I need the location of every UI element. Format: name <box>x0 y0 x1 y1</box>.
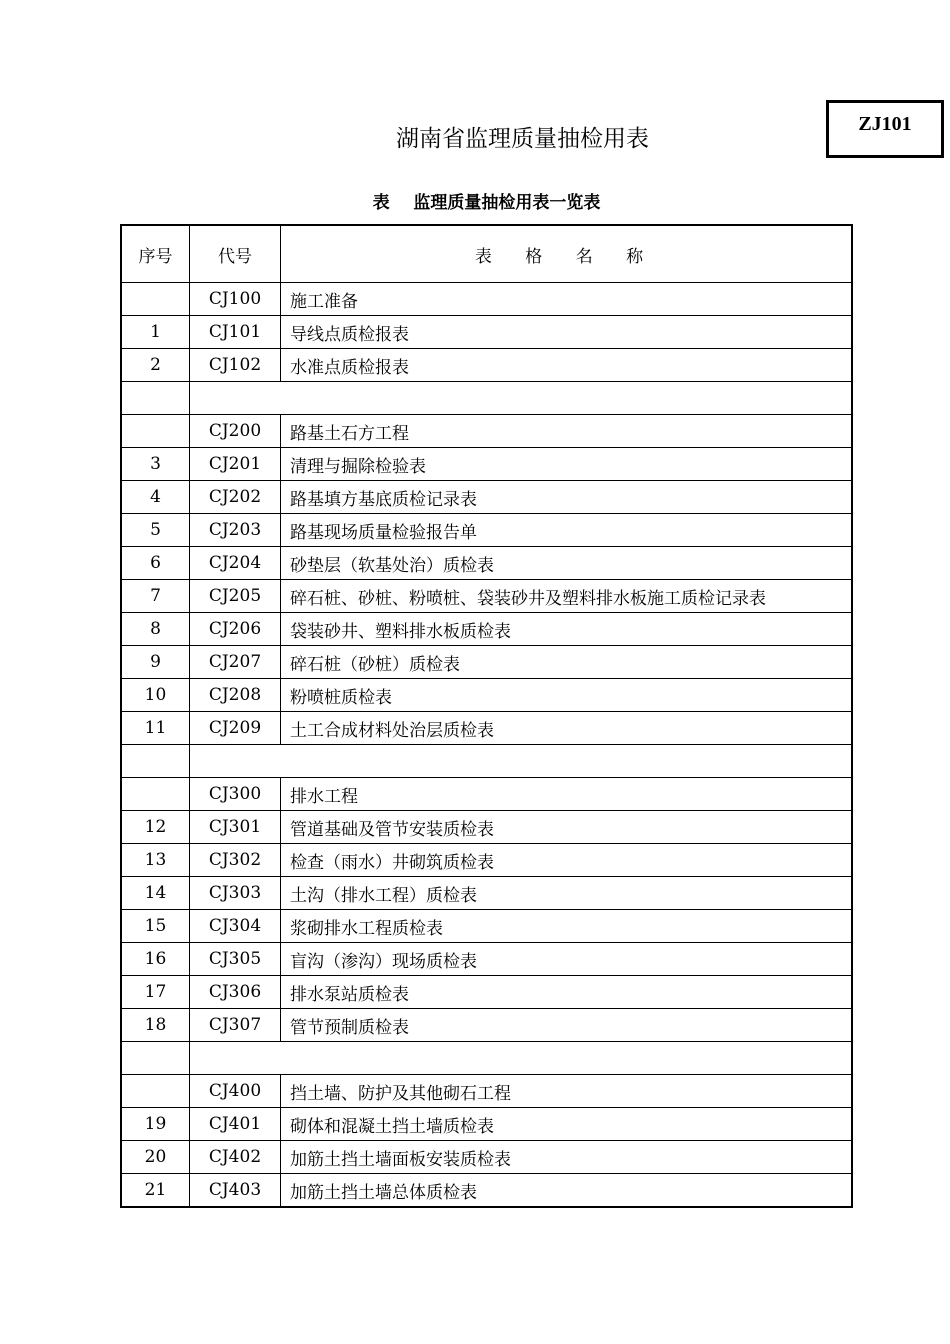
header-form-name: 表 格 名 称 <box>281 225 853 283</box>
serial-no-cell <box>121 283 190 316</box>
table-row <box>121 316 852 349</box>
table-row <box>121 976 852 1009</box>
blank-cell <box>121 382 190 415</box>
form-name-cell: 清理与掘除检验表 <box>281 448 853 481</box>
table-row <box>121 811 852 844</box>
code-cell: CJ202 <box>190 481 281 514</box>
serial-no-cell: 18 <box>121 1009 190 1042</box>
table-row <box>121 1042 852 1075</box>
table-row <box>121 415 852 448</box>
code-cell: CJ208 <box>190 679 281 712</box>
form-name-cell: 粉喷桩质检表 <box>281 679 853 712</box>
serial-no-cell: 12 <box>121 811 190 844</box>
serial-no-cell: 3 <box>121 448 190 481</box>
table-row <box>121 547 852 580</box>
code-cell: CJ101 <box>190 316 281 349</box>
code-cell: CJ203 <box>190 514 281 547</box>
table-row <box>121 679 852 712</box>
table-row <box>121 877 852 910</box>
table-header-row <box>121 225 852 283</box>
form-name-cell: 排水泵站质检表 <box>281 976 853 1009</box>
table-row <box>121 349 852 382</box>
code-cell: CJ209 <box>190 712 281 745</box>
form-name-cell: 路基现场质量检验报告单 <box>281 514 853 547</box>
serial-no-cell: 21 <box>121 1174 190 1208</box>
serial-no-cell: 20 <box>121 1141 190 1174</box>
form-name-cell: 碎石桩（砂桩）质检表 <box>281 646 853 679</box>
document-code: ZJ101 <box>858 113 912 135</box>
serial-no-cell: 11 <box>121 712 190 745</box>
table-row <box>121 844 852 877</box>
header-serial-no: 序号 <box>121 225 190 283</box>
table-row <box>121 1075 852 1108</box>
form-name-cell: 加筋土挡土墙面板安装质检表 <box>281 1141 853 1174</box>
serial-no-cell: 8 <box>121 613 190 646</box>
blank-cell <box>121 745 190 778</box>
form-name-cell: 盲沟（渗沟）现场质检表 <box>281 943 853 976</box>
form-name-cell: 路基土石方工程 <box>281 415 853 448</box>
code-cell: CJ300 <box>190 778 281 811</box>
code-cell: CJ204 <box>190 547 281 580</box>
form-name-cell: 砂垫层（软基处治）质检表 <box>281 547 853 580</box>
table-row <box>121 745 852 778</box>
code-cell: CJ301 <box>190 811 281 844</box>
form-name-cell: 浆砌排水工程质检表 <box>281 910 853 943</box>
code-cell: CJ306 <box>190 976 281 1009</box>
form-name-cell: 土工合成材料处治层质检表 <box>281 712 853 745</box>
code-cell: CJ400 <box>190 1075 281 1108</box>
form-list-table <box>120 224 853 1208</box>
table-row <box>121 283 852 316</box>
code-cell: CJ207 <box>190 646 281 679</box>
table-row <box>121 1174 852 1208</box>
code-cell: CJ201 <box>190 448 281 481</box>
table-row <box>121 646 852 679</box>
table-row <box>121 712 852 745</box>
table-row <box>121 943 852 976</box>
form-name-cell: 施工准备 <box>281 283 853 316</box>
code-cell: CJ303 <box>190 877 281 910</box>
table-row <box>121 1141 852 1174</box>
code-cell: CJ200 <box>190 415 281 448</box>
form-name-cell: 加筋土挡土墙总体质检表 <box>281 1174 853 1208</box>
serial-no-cell: 19 <box>121 1108 190 1141</box>
form-name-cell: 水准点质检报表 <box>281 349 853 382</box>
blank-cell <box>190 1042 853 1075</box>
form-name-cell: 土沟（排水工程）质检表 <box>281 877 853 910</box>
table-body <box>121 283 852 1208</box>
table-row <box>121 580 852 613</box>
form-name-cell: 砌体和混凝土挡土墙质检表 <box>281 1108 853 1141</box>
table-row <box>121 514 852 547</box>
code-cell: CJ403 <box>190 1174 281 1208</box>
serial-no-cell <box>121 415 190 448</box>
serial-no-cell: 4 <box>121 481 190 514</box>
code-cell: CJ401 <box>190 1108 281 1141</box>
serial-no-cell: 6 <box>121 547 190 580</box>
form-name-cell: 排水工程 <box>281 778 853 811</box>
table-row <box>121 382 852 415</box>
table-row <box>121 1108 852 1141</box>
code-cell: CJ302 <box>190 844 281 877</box>
serial-no-cell: 2 <box>121 349 190 382</box>
serial-no-cell: 13 <box>121 844 190 877</box>
serial-no-cell: 14 <box>121 877 190 910</box>
serial-no-cell: 9 <box>121 646 190 679</box>
serial-no-cell: 17 <box>121 976 190 1009</box>
table-row <box>121 481 852 514</box>
table-row <box>121 1009 852 1042</box>
serial-no-cell: 7 <box>121 580 190 613</box>
serial-no-cell: 16 <box>121 943 190 976</box>
code-cell: CJ402 <box>190 1141 281 1174</box>
code-cell: CJ205 <box>190 580 281 613</box>
table-row <box>121 778 852 811</box>
code-cell: CJ304 <box>190 910 281 943</box>
serial-no-cell <box>121 778 190 811</box>
form-name-cell: 挡土墙、防护及其他砌石工程 <box>281 1075 853 1108</box>
blank-cell <box>190 382 853 415</box>
form-name-cell: 路基填方基底质检记录表 <box>281 481 853 514</box>
table-row <box>121 613 852 646</box>
serial-no-cell: 15 <box>121 910 190 943</box>
header-code: 代号 <box>190 225 281 283</box>
serial-no-cell: 10 <box>121 679 190 712</box>
code-cell: CJ307 <box>190 1009 281 1042</box>
blank-cell <box>121 1042 190 1075</box>
form-name-cell: 管道基础及管节安装质检表 <box>281 811 853 844</box>
code-cell: CJ206 <box>190 613 281 646</box>
form-name-cell: 管节预制质检表 <box>281 1009 853 1042</box>
page-title: 湖南省监理质量抽检用表 <box>396 126 649 152</box>
form-name-cell: 碎石桩、砂桩、粉喷桩、袋装砂井及塑料排水板施工质检记录表 <box>281 580 853 613</box>
code-cell: CJ305 <box>190 943 281 976</box>
code-cell: CJ102 <box>190 349 281 382</box>
form-name-cell: 袋装砂井、塑料排水板质检表 <box>281 613 853 646</box>
table-caption: 表 监理质量抽检用表一览表 <box>372 193 601 213</box>
serial-no-cell: 1 <box>121 316 190 349</box>
form-name-cell: 检查（雨水）井砌筑质检表 <box>281 844 853 877</box>
form-name-cell: 导线点质检报表 <box>281 316 853 349</box>
code-cell: CJ100 <box>190 283 281 316</box>
serial-no-cell <box>121 1075 190 1108</box>
table-row <box>121 448 852 481</box>
serial-no-cell: 5 <box>121 514 190 547</box>
blank-cell <box>190 745 853 778</box>
table-row <box>121 910 852 943</box>
